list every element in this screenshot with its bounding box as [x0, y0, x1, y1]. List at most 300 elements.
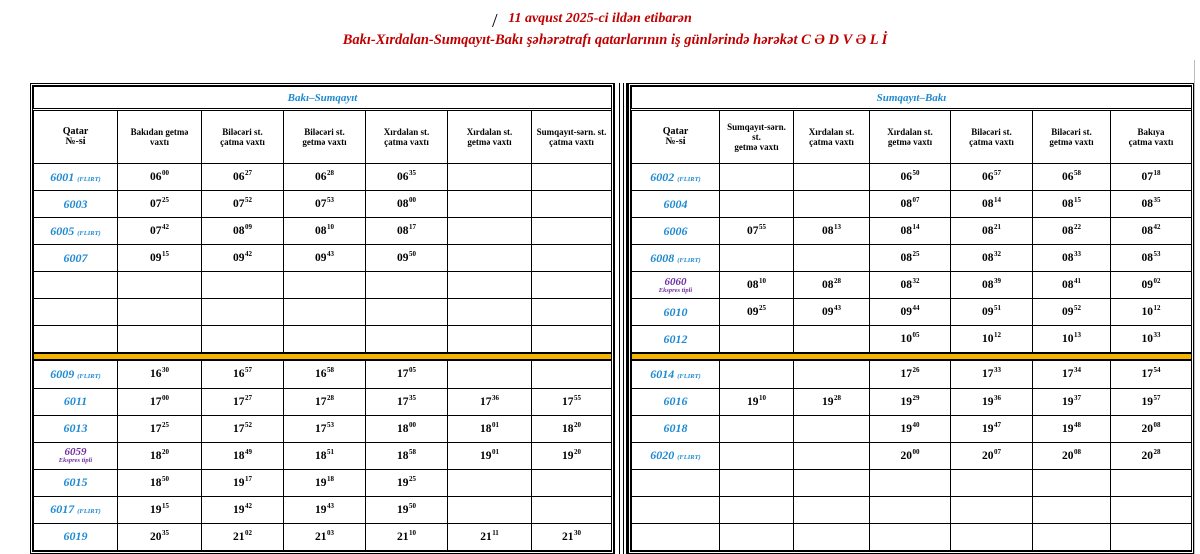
time-cell [1111, 415, 1192, 442]
time-hour: 08 [1141, 225, 1154, 238]
time-cell [720, 388, 794, 415]
time-cell [794, 469, 870, 496]
time-cell [366, 299, 448, 326]
time-hour: 20 [900, 449, 912, 462]
time-cell [448, 523, 532, 550]
train-number: 6060 [664, 275, 687, 288]
time-minute: 58 [327, 366, 334, 375]
time-cell [448, 326, 532, 354]
train-number: 6009 [50, 366, 75, 381]
time-cell [532, 164, 612, 191]
time-hour: 21 [315, 530, 327, 543]
time-cell [720, 191, 794, 218]
time-hour: 18 [150, 476, 162, 489]
time-hour: 09 [900, 306, 912, 319]
time-hour: 08 [900, 225, 912, 238]
time-cell [448, 388, 532, 415]
time-hour: 17 [562, 395, 574, 408]
time-cell [366, 523, 448, 550]
time-cell [532, 442, 612, 469]
train-number: 6008 [650, 250, 675, 265]
time-minute: 20 [162, 447, 169, 456]
time-hour: 08 [747, 279, 759, 292]
time-cell [532, 388, 612, 415]
time-minute: 09 [245, 223, 252, 232]
time-cell [794, 496, 870, 523]
time-hour: 17 [233, 422, 245, 435]
time-minute: 41 [1074, 277, 1081, 286]
time-hour: 19 [822, 395, 834, 408]
time-hour: 17 [150, 395, 162, 408]
table-row [34, 245, 612, 272]
train-number-cell [34, 164, 118, 191]
time-cell [951, 218, 1033, 245]
time-minute: 00 [162, 393, 169, 402]
train-number-cell [34, 272, 118, 299]
time-hour: 18 [397, 422, 409, 435]
time-hour: 18 [397, 449, 409, 462]
time-hour: 19 [150, 503, 162, 516]
time-cell [951, 360, 1033, 388]
time-cell [1111, 360, 1192, 388]
train-number-cell [34, 388, 118, 415]
time-cell [284, 523, 366, 550]
time-cell [202, 388, 284, 415]
time-hour: 20 [982, 449, 994, 462]
column-header-line: Sumqayıt-sərn. [727, 122, 786, 132]
train-number: 6001 [50, 169, 75, 184]
time-cell [532, 299, 612, 326]
time-hour: 21 [480, 530, 492, 543]
time-minute: 00 [162, 169, 169, 178]
time-minute: 35 [1153, 196, 1161, 205]
time-hour: 08 [822, 279, 834, 292]
time-hour: 08 [315, 225, 327, 238]
train-number: 6002 [650, 169, 675, 184]
time-minute: 39 [994, 277, 1001, 286]
train-type-tag: (FLIRT) [77, 229, 101, 237]
time-hour: 19 [233, 476, 245, 489]
time-minute: 25 [162, 420, 169, 429]
column-header [202, 110, 284, 164]
time-minute: 20 [574, 420, 582, 429]
time-minute: 25 [912, 250, 920, 259]
time-cell [870, 415, 951, 442]
time-minute: 00 [409, 420, 416, 429]
table-row [632, 415, 1192, 442]
time-minute: 50 [162, 474, 169, 483]
time-hour: 08 [1062, 198, 1074, 211]
time-minute: 28 [834, 277, 841, 286]
table-row [632, 299, 1192, 326]
time-minute: 10 [759, 277, 766, 286]
time-cell [284, 388, 366, 415]
train-type-tag: (FLIRT) [677, 372, 701, 380]
time-hour: 18 [562, 422, 574, 435]
time-cell [794, 299, 870, 326]
column-header-line: vaxtı [150, 137, 169, 147]
train-number-cell [34, 245, 118, 272]
time-hour: 08 [1062, 279, 1074, 292]
train-type-tag: (FLIRT) [77, 372, 101, 380]
time-hour: 08 [233, 225, 245, 238]
table-row [632, 164, 1192, 191]
time-minute: 00 [912, 447, 920, 456]
time-minute: 18 [1153, 169, 1161, 178]
time-minute: 01 [492, 420, 499, 429]
train-number: 6019 [63, 529, 88, 544]
column-header-line: Biləcəri st. [971, 127, 1012, 137]
section-title-sumqayit-baku: Sumqayıt–Bakı [632, 87, 1192, 110]
time-minute: 53 [327, 420, 334, 429]
time-minute: 08 [1074, 447, 1081, 456]
time-cell [202, 442, 284, 469]
time-hour: 21 [233, 530, 245, 543]
time-cell [366, 442, 448, 469]
time-hour: 19 [233, 503, 245, 516]
time-cell [1033, 469, 1111, 496]
time-cell [532, 218, 612, 245]
time-minute: 33 [1153, 331, 1161, 340]
time-cell [1111, 469, 1192, 496]
time-hour: 19 [1062, 395, 1074, 408]
separator-bar [34, 353, 612, 360]
table-row [632, 245, 1192, 272]
time-minute: 32 [994, 250, 1001, 259]
time-minute: 28 [327, 393, 334, 402]
time-cell [532, 191, 612, 218]
time-hour: 17 [900, 368, 912, 381]
time-cell [794, 442, 870, 469]
period-separator [632, 353, 1192, 360]
time-cell [532, 469, 612, 496]
time-minute: 11 [492, 528, 499, 537]
time-hour: 19 [900, 422, 912, 435]
train-type-tag: (FLIRT) [77, 175, 101, 183]
column-header-line: getmə vaxtı [302, 137, 347, 147]
train-number: 6018 [663, 421, 688, 436]
time-cell [284, 272, 366, 299]
time-cell [720, 360, 794, 388]
time-hour: 08 [900, 252, 912, 265]
time-minute: 05 [409, 366, 416, 375]
schedule-title: Bakı-Xırdalan-Sumqayıt-Bakı şəhərətrafı qatarlarının iş günlərində hərəkət C Ə D V Ə L İ [342, 32, 888, 48]
separator-bar [632, 353, 1192, 360]
time-cell [951, 245, 1033, 272]
time-minute: 25 [409, 474, 416, 483]
column-header-line: Biləcəri st. [222, 127, 263, 137]
time-cell [1111, 218, 1192, 245]
time-hour: 09 [397, 252, 409, 265]
time-minute: 32 [912, 277, 920, 286]
time-hour: 18 [315, 449, 327, 462]
time-hour: 20 [1141, 422, 1154, 435]
column-header [34, 110, 118, 164]
column-header [448, 110, 532, 164]
time-cell [794, 360, 870, 388]
time-cell [720, 272, 794, 299]
time-cell [951, 388, 1033, 415]
time-cell [366, 388, 448, 415]
time-cell [720, 245, 794, 272]
page-edge [1194, 60, 1195, 554]
time-cell [1111, 442, 1192, 469]
time-cell [366, 360, 448, 388]
table-row [632, 388, 1192, 415]
time-cell [448, 245, 532, 272]
time-cell [284, 299, 366, 326]
time-cell [1033, 442, 1111, 469]
time-minute: 43 [834, 304, 841, 313]
train-number: 6016 [663, 394, 688, 409]
train-number-cell [632, 496, 720, 523]
time-hour: 08 [982, 252, 994, 265]
time-cell [1033, 496, 1111, 523]
column-header-line: Sumqayıt-sərn. st. [536, 127, 607, 137]
train-number-cell [632, 326, 720, 354]
time-cell [118, 164, 202, 191]
time-cell [1111, 191, 1192, 218]
time-minute: 10 [327, 223, 334, 232]
time-cell [366, 191, 448, 218]
time-cell [870, 326, 951, 354]
time-minute: 10 [409, 528, 416, 537]
time-cell [284, 360, 366, 388]
time-minute: 52 [245, 420, 252, 429]
time-hour: 08 [900, 279, 912, 292]
time-cell [951, 469, 1033, 496]
time-minute: 30 [574, 528, 582, 537]
time-hour: 07 [747, 225, 759, 238]
time-hour: 08 [397, 225, 409, 238]
time-cell [448, 469, 532, 496]
time-cell [870, 442, 951, 469]
time-minute: 14 [912, 223, 920, 232]
column-header-line: Qatar [662, 126, 689, 137]
time-minute: 08 [1153, 420, 1161, 429]
time-cell [870, 388, 951, 415]
time-minute: 26 [912, 366, 920, 375]
column-header-line: Qatar [62, 126, 89, 137]
time-cell [448, 191, 532, 218]
time-minute: 57 [994, 169, 1001, 178]
time-cell [1111, 388, 1192, 415]
time-minute: 27 [245, 169, 252, 178]
time-minute: 35 [409, 169, 416, 178]
column-header-line: getmə vaxtı [887, 137, 933, 147]
time-hour: 06 [397, 171, 409, 184]
time-minute: 17 [245, 474, 252, 483]
time-minute: 58 [409, 447, 416, 456]
table-row [34, 496, 612, 523]
time-hour: 17 [315, 422, 327, 435]
time-cell [870, 360, 951, 388]
time-hour: 17 [982, 368, 994, 381]
time-cell [448, 272, 532, 299]
column-header [1033, 110, 1111, 164]
time-minute: 18 [327, 474, 334, 483]
time-cell [366, 245, 448, 272]
time-cell [720, 218, 794, 245]
time-hour: 07 [315, 198, 327, 211]
time-hour: 17 [397, 368, 409, 381]
column-header-line: çatma vaxtı [220, 137, 265, 147]
train-number: 6015 [63, 475, 88, 490]
train-number-cell [34, 442, 118, 469]
train-number-cell [632, 218, 720, 245]
time-hour: 16 [233, 368, 245, 381]
time-minute: 28 [834, 393, 841, 402]
time-hour: 06 [233, 171, 245, 184]
time-cell [1033, 164, 1111, 191]
time-hour: 06 [900, 171, 912, 184]
train-number-cell [34, 360, 118, 388]
column-header [632, 110, 720, 164]
time-minute: 14 [994, 196, 1001, 205]
time-minute: 55 [759, 223, 766, 232]
train-type-tag: (FLIRT) [677, 175, 701, 183]
time-cell [951, 164, 1033, 191]
time-cell [118, 299, 202, 326]
column-header-line: №-si [665, 136, 686, 147]
time-cell [202, 272, 284, 299]
time-cell [284, 496, 366, 523]
train-number-cell [632, 245, 720, 272]
time-cell [118, 360, 202, 388]
table-row [34, 469, 612, 496]
time-cell [720, 523, 794, 550]
time-cell [202, 191, 284, 218]
column-header [1111, 110, 1192, 164]
time-cell [366, 415, 448, 442]
column-header-line: çatma vaxtı [809, 137, 854, 147]
time-minute: 35 [409, 393, 416, 402]
column-header-line: Xırdalan st. [466, 127, 513, 137]
time-cell [448, 164, 532, 191]
time-minute: 28 [1153, 447, 1161, 456]
section-title-baku-sumqayit: Bakı–Sumqayıt [34, 87, 612, 110]
time-cell [794, 164, 870, 191]
train-number: 6006 [663, 223, 688, 238]
time-hour: 17 [315, 395, 327, 408]
time-cell [1033, 360, 1111, 388]
table-row [632, 326, 1192, 354]
train-type-tag: (FLIRT) [677, 256, 701, 264]
time-cell [532, 415, 612, 442]
time-hour: 08 [1062, 252, 1074, 265]
column-header [366, 110, 448, 164]
time-hour: 09 [1141, 279, 1154, 292]
time-cell [532, 245, 612, 272]
train-number-cell [632, 164, 720, 191]
train-number-cell [34, 326, 118, 354]
train-number-cell [34, 469, 118, 496]
time-minute: 25 [759, 304, 766, 313]
time-cell [951, 496, 1033, 523]
time-minute: 12 [994, 331, 1001, 340]
train-number: 6004 [663, 196, 688, 211]
time-cell [118, 388, 202, 415]
time-hour: 19 [900, 395, 912, 408]
table-row [34, 326, 612, 354]
table-row [632, 496, 1192, 523]
time-hour: 08 [397, 198, 409, 211]
train-number-cell [632, 469, 720, 496]
time-hour: 19 [1141, 395, 1154, 408]
time-minute: 42 [245, 250, 252, 259]
train-number-cell [34, 299, 118, 326]
time-hour: 19 [315, 503, 327, 516]
time-cell [1033, 191, 1111, 218]
time-hour: 19 [747, 395, 759, 408]
time-hour: 20 [150, 530, 162, 543]
time-minute: 20 [574, 447, 582, 456]
train-number: 6014 [650, 366, 675, 381]
time-hour: 09 [1062, 306, 1074, 319]
train-number: 6010 [663, 304, 688, 319]
time-cell [284, 191, 366, 218]
train-number-cell [34, 523, 118, 550]
time-hour: 19 [1062, 422, 1074, 435]
time-hour: 09 [315, 252, 327, 265]
train-number-cell [632, 442, 720, 469]
time-minute: 37 [1074, 393, 1081, 402]
time-cell [118, 218, 202, 245]
time-hour: 09 [233, 252, 245, 265]
time-hour: 09 [150, 252, 162, 265]
time-hour: 07 [233, 198, 245, 211]
time-cell [448, 442, 532, 469]
time-cell [951, 415, 1033, 442]
column-header-line: Biləcəri st. [1051, 127, 1092, 137]
period-separator [34, 353, 612, 360]
header-mark: / [492, 10, 498, 32]
time-cell [118, 245, 202, 272]
time-hour: 10 [900, 333, 912, 346]
train-type-tag: (FLIRT) [77, 508, 101, 516]
column-header [720, 110, 794, 164]
time-minute: 44 [912, 304, 920, 313]
time-minute: 00 [409, 196, 416, 205]
time-minute: 25 [162, 196, 169, 205]
time-minute: 02 [245, 528, 252, 537]
time-cell [1033, 523, 1111, 550]
time-cell [118, 272, 202, 299]
time-hour: 16 [315, 368, 327, 381]
train-number-cell [34, 415, 118, 442]
time-minute: 50 [409, 501, 416, 510]
time-minute: 12 [1153, 304, 1161, 313]
table-row [34, 191, 612, 218]
time-cell [448, 299, 532, 326]
time-minute: 30 [162, 366, 169, 375]
train-number: 6012 [663, 331, 688, 346]
table-row [34, 415, 612, 442]
time-minute: 36 [994, 393, 1001, 402]
time-hour: 19 [982, 422, 994, 435]
column-header-line: getmə vaxtı [467, 137, 512, 147]
table-divider [613, 83, 628, 554]
column-header-line: Xırdalan st. [887, 127, 933, 137]
time-hour: 08 [900, 198, 912, 211]
time-cell [1033, 326, 1111, 354]
time-cell [202, 469, 284, 496]
time-cell [284, 442, 366, 469]
time-hour: 08 [1141, 252, 1154, 265]
time-minute: 36 [492, 393, 499, 402]
train-number-cell [632, 360, 720, 388]
time-cell [1033, 272, 1111, 299]
